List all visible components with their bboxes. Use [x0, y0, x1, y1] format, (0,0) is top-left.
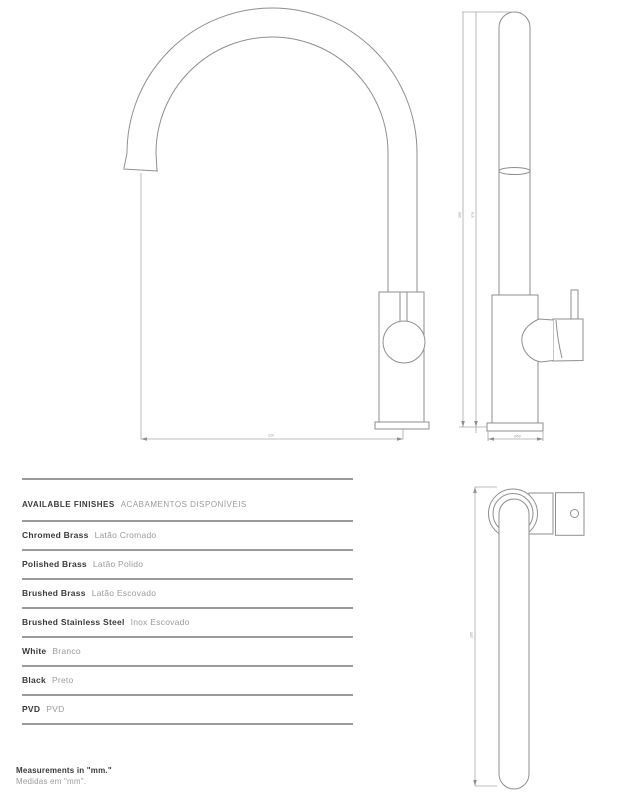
faucet-side-view	[458, 12, 583, 441]
side-handle-bulge	[522, 319, 553, 362]
finish-name-en: Brushed Brass	[22, 588, 86, 598]
top-dimension-depth	[470, 487, 498, 786]
finish-name-pt: Branco	[52, 646, 81, 656]
side-dim-label-secondary: 370	[471, 212, 475, 218]
top-dim-label-depth: 285	[469, 632, 474, 638]
side-handle-blade-edge	[556, 320, 562, 358]
side-column	[499, 12, 530, 295]
finish-name-en: Black	[22, 675, 46, 685]
finish-name-pt: Inox Escovado	[130, 617, 190, 627]
front-dim-label: 220	[268, 433, 274, 438]
side-dim-label-base: Ø50	[514, 434, 521, 439]
side-body	[492, 295, 538, 423]
front-base-flange	[375, 422, 429, 429]
finish-row-white	[22, 638, 353, 667]
top-joint-outer-circle	[489, 489, 538, 538]
front-joint-circle	[383, 321, 425, 363]
finishes-header-pt: ACABAMENTOS DISPONÍVEIS	[120, 500, 247, 509]
finish-name-en: Chromed Brass	[22, 530, 89, 540]
finishes-table-header	[22, 480, 353, 522]
finish-name-pt: Latão Polido	[92, 559, 144, 569]
faucet-top-view	[470, 487, 585, 789]
top-handle-connector	[529, 493, 553, 534]
side-dim-label-total: 395	[458, 212, 462, 218]
finish-name-en: Polished Brass	[22, 559, 87, 569]
finish-name-pt: Preto	[51, 675, 74, 685]
finish-name-pt: Latão Cromado	[94, 530, 157, 540]
front-cartridge-shaft	[400, 292, 407, 321]
measurements-note	[16, 766, 112, 787]
front-spout-tip	[123, 169, 158, 171]
faucet-front-view	[123, 8, 429, 441]
finish-name-pt: Latão Escovado	[91, 588, 157, 598]
measurements-note-en: Measurements in "mm."	[16, 766, 112, 775]
front-spout-outer-line	[124, 8, 417, 292]
finish-row-black	[22, 667, 353, 696]
finish-row-pvd	[22, 696, 353, 725]
available-finishes-table	[22, 478, 353, 725]
finish-name-en: White	[22, 646, 47, 656]
finishes-header-en: AVAILABLE FINISHES	[22, 500, 115, 509]
top-spout-tube	[499, 499, 529, 789]
side-base-flange	[487, 423, 543, 431]
top-joint-inner-circle	[493, 494, 533, 534]
side-dimension-base	[488, 431, 543, 441]
finish-row-chromed-brass	[22, 522, 353, 551]
finish-row-brushed-brass	[22, 580, 353, 609]
side-handle-stick	[571, 290, 578, 320]
front-dimension-spout-reach	[141, 173, 403, 441]
front-spout-inner-line	[156, 37, 388, 292]
top-handle-plate	[556, 493, 585, 536]
side-spout-tip-ellipse	[499, 168, 530, 175]
side-dimension-heights	[458, 12, 514, 433]
finish-name-pt: PVD	[46, 704, 65, 714]
finish-name-en: PVD	[22, 704, 41, 714]
finish-row-polished-brass	[22, 551, 353, 580]
side-handle-block	[553, 319, 583, 361]
top-handle-plate-hole	[571, 510, 579, 518]
front-body	[379, 292, 424, 422]
measurements-note-pt: Medidas em "mm".	[16, 776, 87, 786]
finish-row-brushed-stainless-steel	[22, 609, 353, 638]
finish-name-en: Brushed Stainless Steel	[22, 617, 125, 627]
